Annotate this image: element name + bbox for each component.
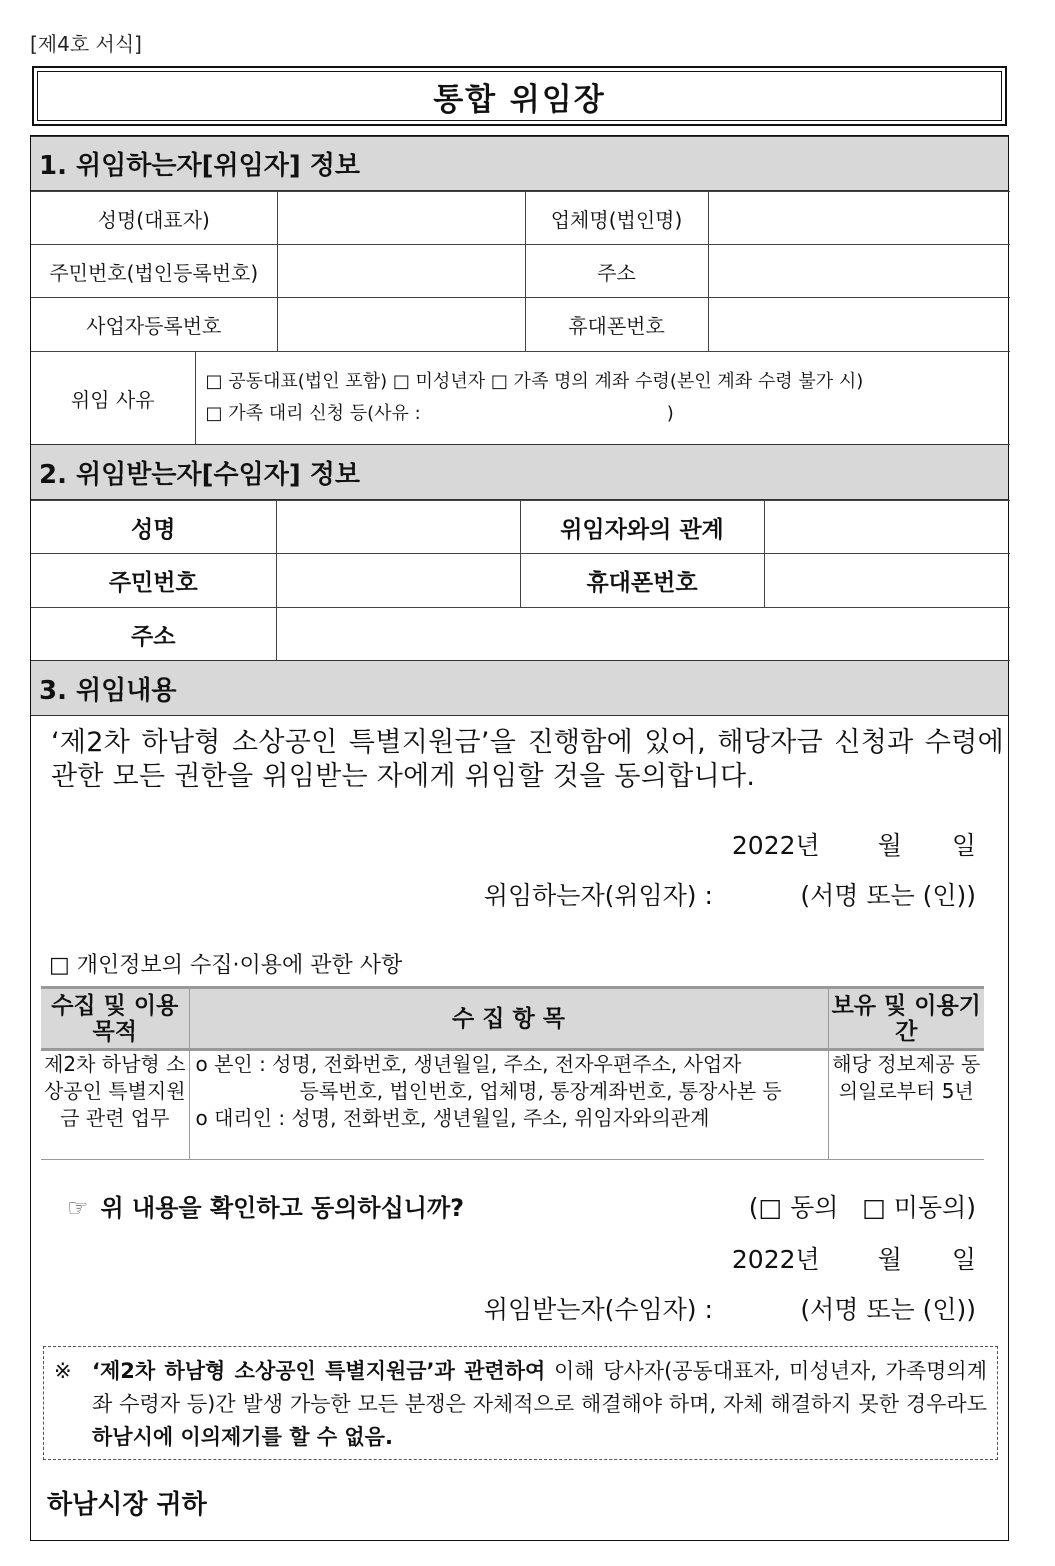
recipient: 하남시장 귀하 (47, 1490, 207, 1520)
privacy-col-purpose: 수집 및 이용 목적 (41, 988, 189, 1050)
delegator-name-label: 성명(대표자) (31, 192, 277, 245)
notice-text (54, 1355, 987, 1454)
delegatee-signature[interactable]: 위임받는자(수임자) : (서명 또는 (인)) (483, 1295, 976, 1324)
delegatee-id-label: 주민번호 (31, 554, 276, 608)
delegator-bizno-label: 사업자등록번호 (31, 298, 277, 352)
consent-question (67, 1188, 464, 1223)
delegatee-name-label: 성명 (31, 501, 276, 554)
privacy-items-proxy: o 대리인 : 성명, 전화번호, 생년월일, 주소, 위임자와의관계 (195, 1106, 710, 1130)
delegator-id-label: 주민번호(법인등록번호) (31, 245, 277, 298)
privacy-purpose: 제2차 하남형 소상공인 특별지원금 관련 업무 (41, 1050, 189, 1160)
delegatee-phone-label: 휴대폰번호 (520, 554, 764, 608)
delegator-info-table (31, 191, 1010, 352)
privacy-col-items: 수 집 항 목 (189, 988, 828, 1050)
delegator-company-field[interactable] (708, 192, 1010, 245)
privacy-table (41, 986, 984, 1160)
delegatee-address-label: 주소 (31, 608, 276, 661)
date-month: 월 (877, 831, 902, 860)
delegator-phone-label: 휴대폰번호 (525, 298, 708, 352)
privacy-items (189, 1050, 828, 1160)
title-box (32, 66, 1007, 126)
consent-question-text: 위 내용을 확인하고 동의하십니까? (100, 1194, 465, 1222)
delegator-date (732, 826, 976, 862)
delegatee-info-table (31, 500, 1010, 608)
delegator-address-label: 주소 (525, 245, 708, 298)
privacy-period: 해당 정보제공 동의일로부터 5년 (828, 1050, 984, 1160)
delegator-signature[interactable]: 위임하는자(위임자) : (서명 또는 (인)) (483, 881, 976, 910)
delegatee-id-field[interactable] (276, 554, 520, 608)
privacy-title[interactable]: □ 개인정보의 수집·이용에 관한 사항 (49, 953, 403, 978)
confirm-date-month: 월 (877, 1245, 902, 1274)
delegator-address-field[interactable] (708, 245, 1010, 298)
section3-heading: 3. 위임내용 (31, 660, 1008, 716)
delegatee-phone-field[interactable] (764, 554, 1010, 608)
privacy-items-self-2: 등록번호, 법인번호, 업체명, 통장계좌번호, 통장사본 등 (299, 1079, 782, 1103)
delegator-company-label: 업체명(법인명) (525, 192, 708, 245)
delegatee-name-field[interactable] (276, 501, 520, 554)
form-number: [제4호 서식] (30, 32, 142, 56)
delegatee-relation-field[interactable] (764, 501, 1010, 554)
reason-line-1[interactable]: □ 공동대표(법인 포함) □ 미성년자 □ 가족 명의 계좌 수령(본인 계좌 수령 불가 시) (205, 371, 864, 392)
delegation-reason-table (31, 351, 1010, 445)
notice-bold-2: 하남시에 이의제기를 할 수 없음. (92, 1425, 393, 1449)
privacy-col-period: 보유 및 이용기간 (828, 988, 984, 1050)
pointing-hand-icon: ☞ (67, 1194, 89, 1222)
date-day: 일 (951, 831, 976, 860)
reason-line-2[interactable]: □ 가족 대리 신청 등(사유 : ) (205, 403, 674, 424)
notice-text-1: 이해 당사자(공동대표자, 미성년자, 가족명의계좌 수령자 등)간 발생 가능한 모든 분쟁은 자체적으로 해결해야 하며, 자체 해결하지 못한 경우라도 (92, 1359, 987, 1416)
delegatee-address-field[interactable] (276, 608, 1010, 661)
delegatee-relation-label: 위임자와의 관계 (520, 501, 764, 554)
date-year: 2022년 (731, 831, 820, 860)
notice-box (43, 1346, 998, 1460)
delegator-phone-field[interactable] (708, 298, 1010, 352)
reason-label: 위임 사유 (31, 352, 195, 445)
reason-options[interactable] (195, 352, 1010, 445)
consent-options[interactable]: (□ 동의 □ 미동의) (748, 1193, 976, 1222)
notice-mark: ※ (54, 1359, 72, 1383)
notice-bold-1: ‘제2차 하남형 소상공인 특별지원금’과 관련하여 (92, 1359, 546, 1383)
delegator-id-field[interactable] (277, 245, 525, 298)
confirm-date-day: 일 (951, 1245, 976, 1274)
delegator-name-field[interactable] (277, 192, 525, 245)
delegatee-address-table (31, 607, 1010, 661)
section2-heading: 2. 위임받는자[수임자] 정보 (31, 444, 1008, 500)
delegatee-date (732, 1240, 976, 1276)
form-frame (30, 135, 1009, 1541)
delegator-bizno-field[interactable] (277, 298, 525, 352)
privacy-items-self-1: o 본인 : 성명, 전화번호, 생년월일, 주소, 전자우편주소, 사업자 (195, 1052, 742, 1076)
document-title: 통합 위임장 (37, 71, 1002, 121)
delegation-content: ‘제2차 하남형 소상공인 특별지원금’을 진행함에 있어, 해당자금 신청과 수령에 관한 모든 권한을 위임받는 자에게 위임할 것을 동의합니다. (51, 727, 1004, 792)
confirm-date-year: 2022년 (731, 1245, 820, 1274)
section1-heading: 1. 위임하는자[위임자] 정보 (31, 136, 1008, 191)
